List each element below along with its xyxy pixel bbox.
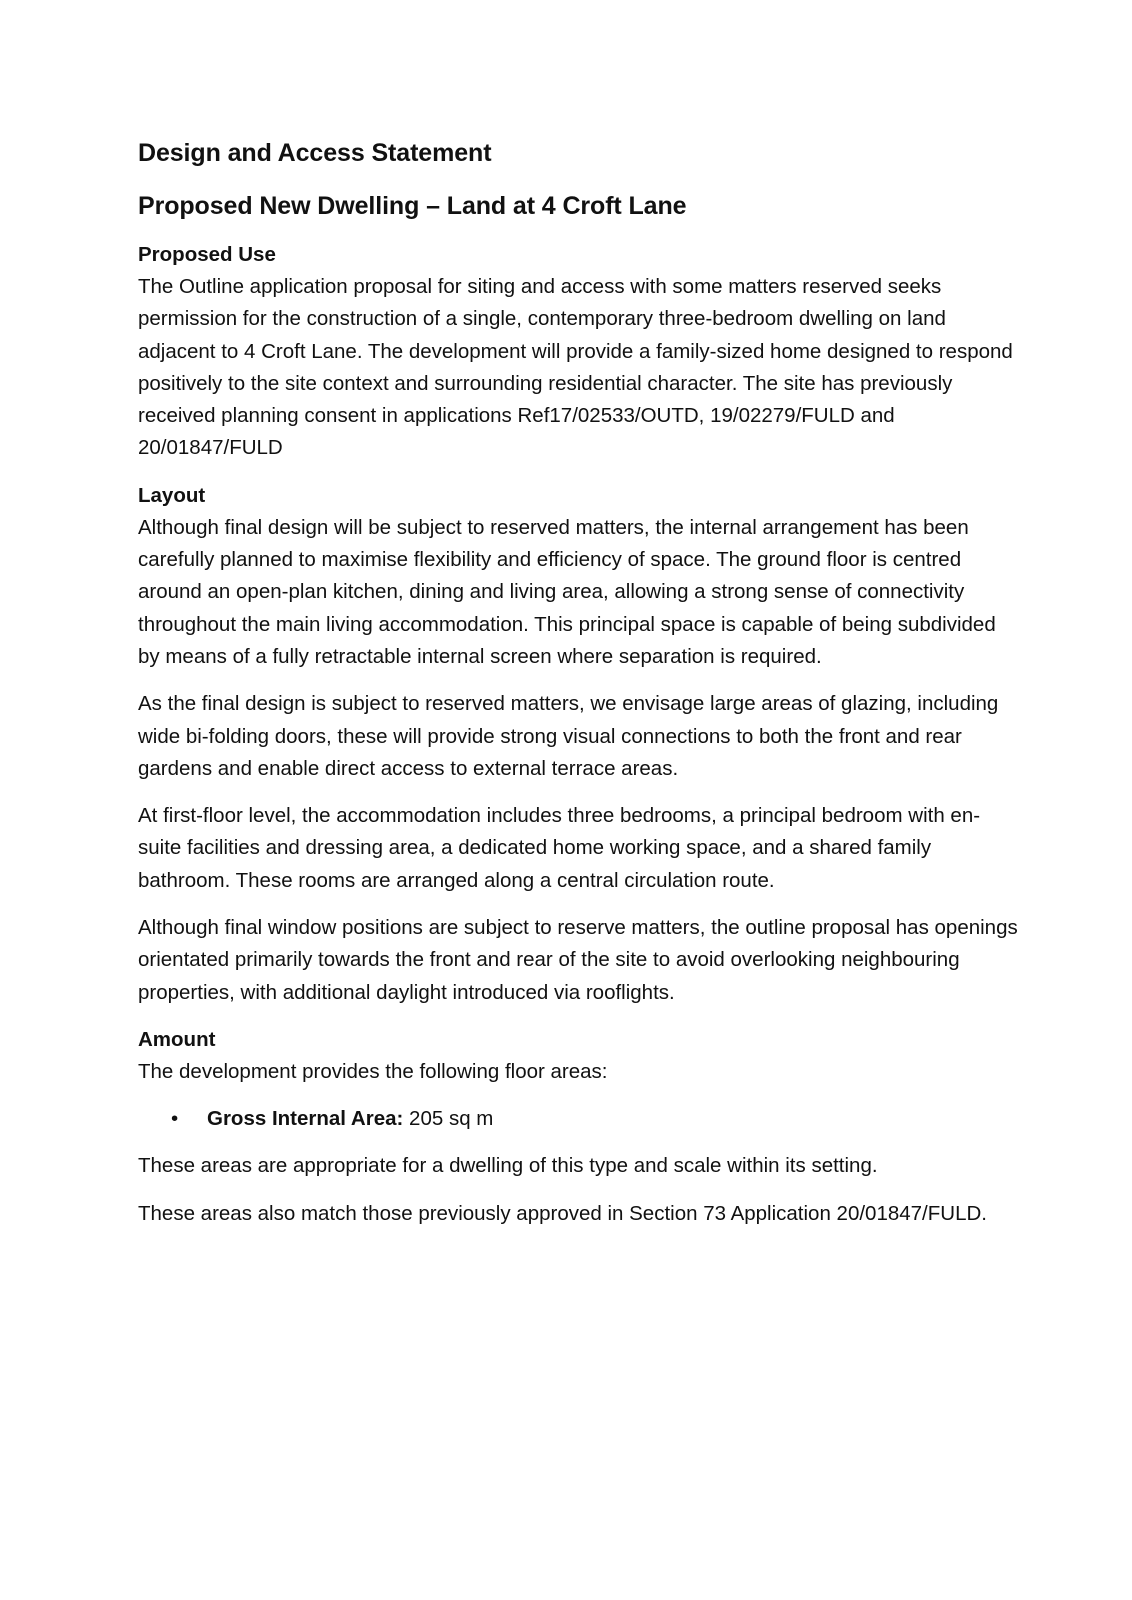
bullet-term: Gross Internal Area: <box>207 1107 404 1131</box>
document-title: Design and Access Statement <box>138 139 492 167</box>
paragraph: Although final design will be subject to reserved matters, the internal arrangement has been carefully planned to maximise flexibility and efficiency of space. The ground floor is centred around an open-plan kitchen, dining and living area, allowing a strong sense of connectivity throughout the main living accommodation. This principal space is capable of being subdivided by means of a fully retractable internal screen where separation is required. <box>138 515 996 668</box>
paragraph: Although final window positions are subject to reserve matters, the outline proposal has openings orientated primarily towards the front and rear of the site to avoid overlooking neighbouring properties, with additional daylight introduced via rooflights. <box>138 916 1018 1004</box>
paragraph: The development provides the following floor areas: <box>138 1059 608 1083</box>
document-subtitle: Proposed New Dwelling – Land at 4 Croft Lane <box>138 192 687 220</box>
document-page <box>138 136 1018 1230</box>
bullet-icon: • <box>171 1107 179 1131</box>
paragraph: As the final design is subject to reserved matters, we envisage large areas of glazing, including wide bi-folding doors, these will provide strong visual connections to both the front and rear gardens and enable direct access to external terrace areas. <box>138 692 999 780</box>
bullet-value: 205 sq m <box>403 1107 494 1131</box>
paragraph: These areas also match those previously approved in Section 73 Application 20/01847/FULD. <box>138 1201 987 1225</box>
paragraph: The Outline application proposal for siting and access with some matters reserved seeks permission for the construction of a single, contemporary three-bedroom dwelling on land adjacent to 4 Croft Lane. The development will provide a family-sized home designed to respond positively to the site context and surrounding residential character. The site has previously received planning consent in applications Ref17/02533/OUTD, 19/02279/FULD and 20/01847/FULD <box>138 275 1013 460</box>
paragraph: These areas are appropriate for a dwelling of this type and scale within its setting. <box>138 1154 878 1178</box>
floor-area-list <box>138 1103 1018 1135</box>
list-item <box>138 1103 1018 1135</box>
paragraph: At first-floor level, the accommodation includes three bedrooms, a principal bedroom with en-suite facilities and dressing area, a dedicated home working space, and a shared family bathroom. These rooms are arranged along a central circulation route. <box>138 804 981 892</box>
section-heading-amount: Amount <box>138 1027 216 1051</box>
section-heading-layout: Layout <box>138 483 206 507</box>
section-proposed-use <box>138 239 1018 465</box>
section-heading-proposed-use: Proposed Use <box>138 243 276 266</box>
section-layout <box>138 480 1018 1009</box>
section-amount <box>138 1024 1018 1230</box>
